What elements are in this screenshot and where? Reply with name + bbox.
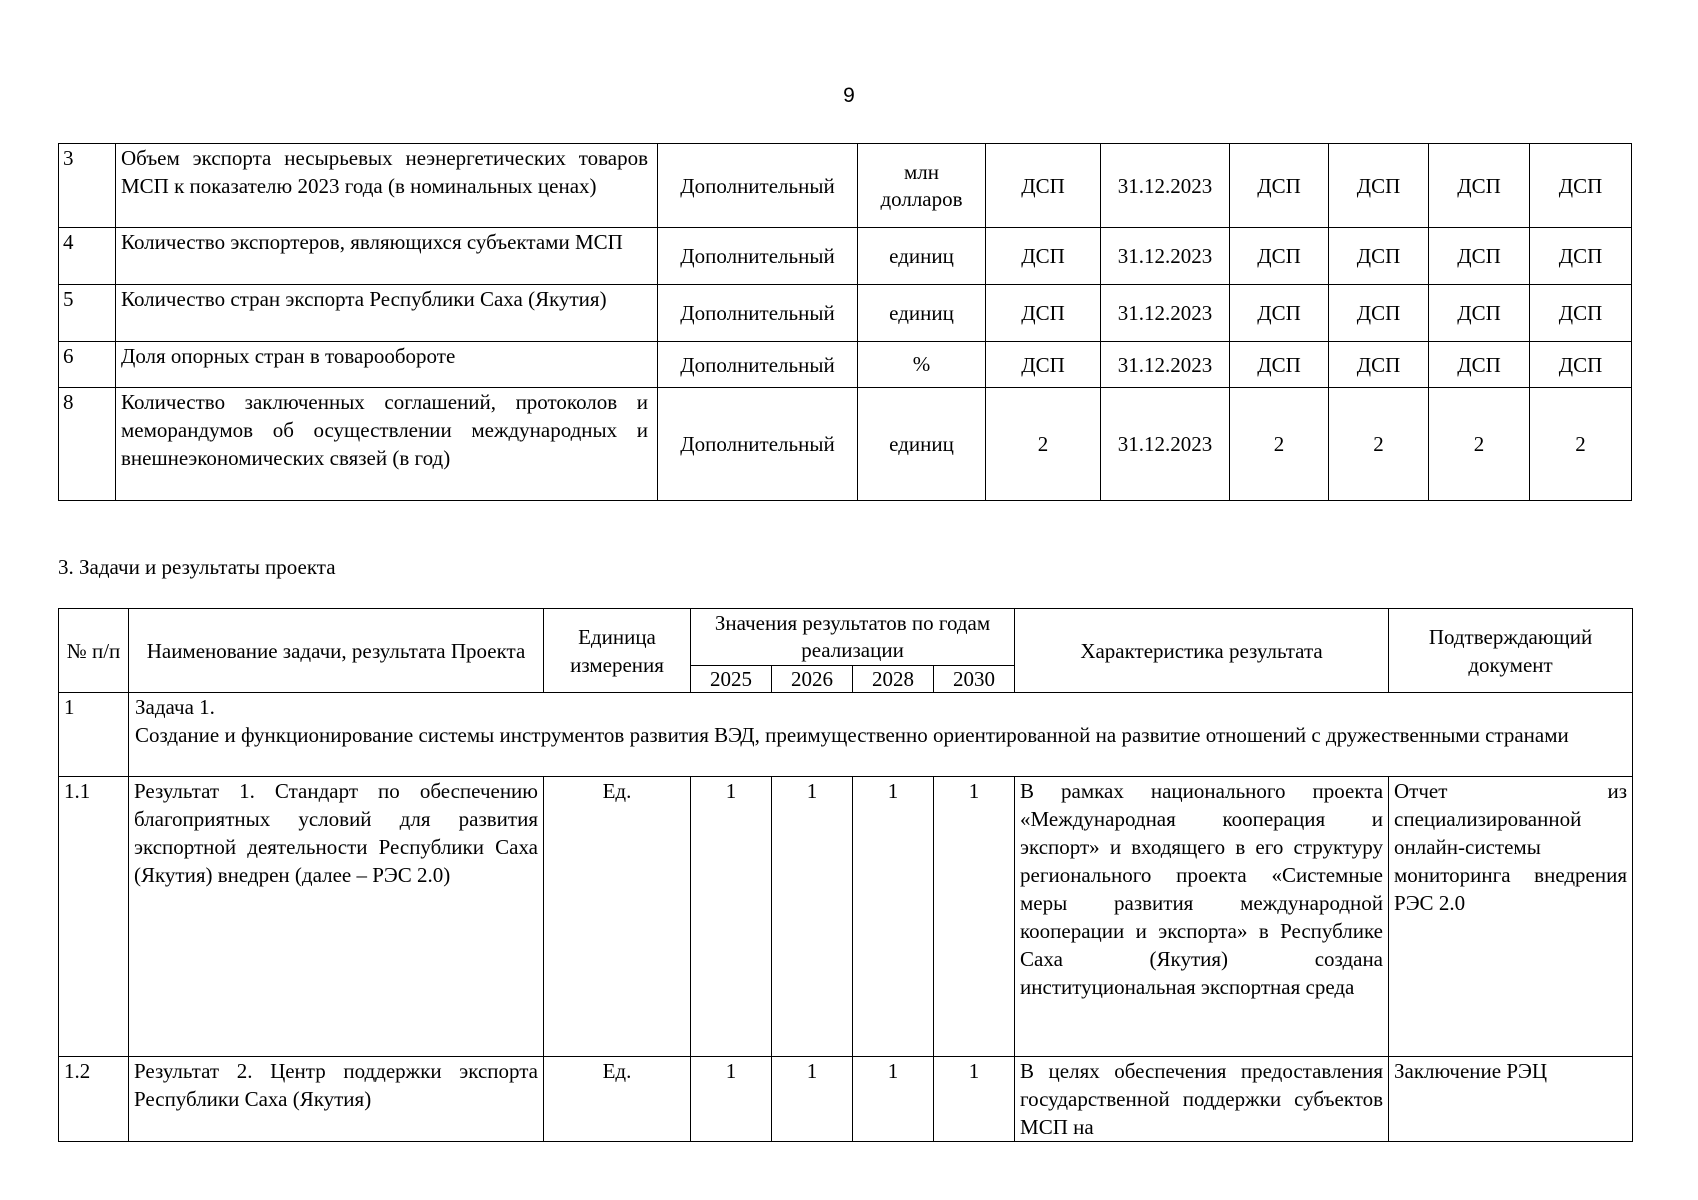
indicator-base-date: 31.12.2023 bbox=[1101, 388, 1230, 501]
indicator-value: ДСП bbox=[1429, 285, 1530, 342]
result-value: 1 bbox=[934, 777, 1015, 1057]
indicator-unit: % bbox=[858, 342, 986, 388]
result-name: Результат 1. Стандарт по обеспечению благоприятных условий для развития экспортной деятельности Республики Саха (Якутия) внедрен (далее – РЭС 2.0) bbox=[129, 777, 544, 1057]
indicator-value: ДСП bbox=[1329, 228, 1429, 285]
indicator-type: Дополнительный bbox=[658, 388, 858, 501]
indicator-base-date: 31.12.2023 bbox=[1101, 285, 1230, 342]
indicator-value: ДСП bbox=[1329, 285, 1429, 342]
indicator-type: Дополнительный bbox=[658, 144, 858, 228]
indicator-base-value: ДСП bbox=[986, 342, 1101, 388]
indicator-value: ДСП bbox=[1530, 144, 1632, 228]
indicator-value: ДСП bbox=[1429, 228, 1530, 285]
indicator-value: ДСП bbox=[1230, 144, 1329, 228]
indicator-base-date: 31.12.2023 bbox=[1101, 144, 1230, 228]
header-year: 2025 bbox=[691, 666, 772, 693]
header-document: Подтверждающий документ bbox=[1389, 609, 1633, 693]
indicator-value: 2 bbox=[1530, 388, 1632, 501]
indicator-num: 5 bbox=[59, 285, 116, 342]
task-num: 1 bbox=[59, 693, 129, 777]
indicator-value: ДСП bbox=[1429, 144, 1530, 228]
indicator-value: ДСП bbox=[1530, 285, 1632, 342]
indicator-name: Доля опорных стран в товарообороте bbox=[116, 342, 658, 388]
indicator-value: 2 bbox=[1230, 388, 1329, 501]
result-unit: Ед. bbox=[544, 1057, 691, 1142]
header-year: 2030 bbox=[934, 666, 1015, 693]
result-value: 1 bbox=[853, 777, 934, 1057]
header-values: Значения результатов по годам реализации bbox=[691, 609, 1015, 666]
indicators-table bbox=[58, 143, 1632, 501]
header-characteristic: Характеристика результата bbox=[1015, 609, 1389, 693]
indicator-row bbox=[59, 342, 1632, 388]
indicator-type: Дополнительный bbox=[658, 228, 858, 285]
indicator-row bbox=[59, 285, 1632, 342]
indicator-name: Количество заключенных соглашений, протоколов и меморандумов об осуществлении международных и внешнеэкономических связей (в год) bbox=[116, 388, 658, 501]
indicator-num: 8 bbox=[59, 388, 116, 501]
indicator-base-value: 2 bbox=[986, 388, 1101, 501]
result-document: Заключение РЭЦ bbox=[1389, 1057, 1633, 1142]
section-title: 3. Задачи и результаты проекта bbox=[58, 555, 336, 579]
header-row bbox=[59, 609, 1633, 666]
indicator-value: ДСП bbox=[1230, 228, 1329, 285]
indicator-unit: единиц bbox=[858, 285, 986, 342]
task-row bbox=[59, 693, 1633, 777]
header-year: 2026 bbox=[772, 666, 853, 693]
indicator-num: 3 bbox=[59, 144, 116, 228]
indicator-row bbox=[59, 144, 1632, 228]
task-text: Создание и функционирование системы инструментов развития ВЭД, преимущественно ориентированной на развитие отношений с дружественными странами bbox=[135, 723, 1569, 747]
result-row bbox=[59, 777, 1633, 1057]
indicator-base-value: ДСП bbox=[986, 285, 1101, 342]
indicator-value: ДСП bbox=[1230, 342, 1329, 388]
header-name: Наименование задачи, результата Проекта bbox=[129, 609, 544, 693]
result-characteristic: В целях обеспечения предоставления государственной поддержки субъектов МСП на bbox=[1015, 1057, 1389, 1142]
header-year: 2028 bbox=[853, 666, 934, 693]
result-unit: Ед. bbox=[544, 777, 691, 1057]
indicator-base-date: 31.12.2023 bbox=[1101, 228, 1230, 285]
indicator-num: 4 bbox=[59, 228, 116, 285]
indicator-name: Объем экспорта несырьевых неэнергетических товаров МСП к показателю 2023 года (в номинальных ценах) bbox=[116, 144, 658, 228]
indicator-value: ДСП bbox=[1429, 342, 1530, 388]
indicator-name: Количество стран экспорта Республики Саха (Якутия) bbox=[116, 285, 658, 342]
result-value: 1 bbox=[772, 777, 853, 1057]
result-num: 1.2 bbox=[59, 1057, 129, 1142]
indicator-base-value: ДСП bbox=[986, 144, 1101, 228]
indicator-base-date: 31.12.2023 bbox=[1101, 342, 1230, 388]
indicator-base-value: ДСП bbox=[986, 228, 1101, 285]
indicator-row bbox=[59, 228, 1632, 285]
indicator-type: Дополнительный bbox=[658, 342, 858, 388]
indicator-value: 2 bbox=[1429, 388, 1530, 501]
indicator-unit: млн долларов bbox=[858, 144, 986, 228]
tasks-results-table bbox=[58, 608, 1633, 1142]
page-number: 9 bbox=[843, 84, 855, 107]
result-value: 1 bbox=[691, 777, 772, 1057]
task-title: Задача 1. bbox=[135, 695, 215, 719]
indicator-value: ДСП bbox=[1530, 228, 1632, 285]
indicator-name: Количество экспортеров, являющихся субъектами МСП bbox=[116, 228, 658, 285]
result-characteristic: В рамках национального проекта «Международная кооперация и экспорт» и входящего в его структуру регионального проекта «Системные меры развития международной кооперации и экспорта» в Республике Саха (Якутия) создана институциональная экспортная среда bbox=[1015, 777, 1389, 1057]
result-document: Отчет из специализированной онлайн-системы мониторинга внедрения РЭС 2.0 bbox=[1389, 777, 1633, 1057]
indicator-type: Дополнительный bbox=[658, 285, 858, 342]
result-row bbox=[59, 1057, 1633, 1142]
indicator-value: ДСП bbox=[1530, 342, 1632, 388]
header-unit: Единица измерения bbox=[544, 609, 691, 693]
task-cell bbox=[129, 693, 1633, 777]
result-value: 1 bbox=[691, 1057, 772, 1142]
indicator-value: 2 bbox=[1329, 388, 1429, 501]
result-value: 1 bbox=[853, 1057, 934, 1142]
indicator-unit: единиц bbox=[858, 388, 986, 501]
indicator-value: ДСП bbox=[1329, 342, 1429, 388]
result-value: 1 bbox=[772, 1057, 853, 1142]
indicator-row bbox=[59, 388, 1632, 501]
result-value: 1 bbox=[934, 1057, 1015, 1142]
result-name: Результат 2. Центр поддержки экспорта Республики Саха (Якутия) bbox=[129, 1057, 544, 1142]
indicator-num: 6 bbox=[59, 342, 116, 388]
indicator-unit: единиц bbox=[858, 228, 986, 285]
header-num: № п/п bbox=[59, 609, 129, 693]
indicator-value: ДСП bbox=[1230, 285, 1329, 342]
result-num: 1.1 bbox=[59, 777, 129, 1057]
indicator-value: ДСП bbox=[1329, 144, 1429, 228]
